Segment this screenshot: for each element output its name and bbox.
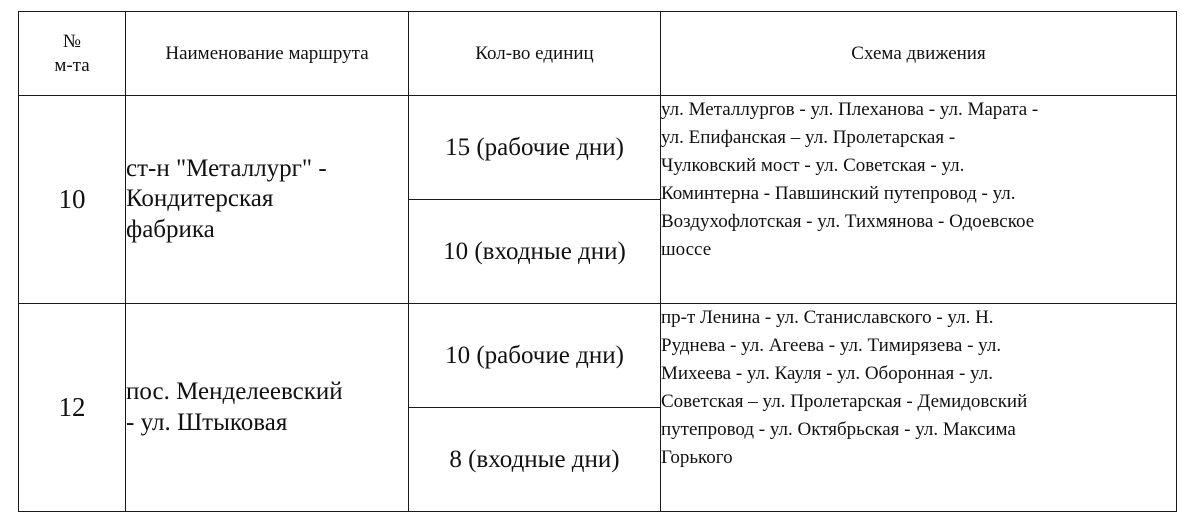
- scheme-line: Советская – ул. Пролетарская - Демидовский: [661, 390, 1028, 412]
- header-row: [19, 12, 1177, 96]
- scheme-line: Руднева - ул. Агеева - ул. Тимирязева - ул.: [661, 334, 1002, 356]
- route-name: [126, 96, 409, 304]
- route-name-line: ст-н "Металлург" -: [126, 154, 327, 182]
- route-name-line: пос. Менделеевский: [126, 378, 343, 405]
- scheme-line: ул. Епифанская – ул. Пролетарская -: [661, 126, 956, 148]
- table-row: [19, 96, 1177, 200]
- route-scheme: [661, 304, 1177, 512]
- scheme-line: Горького: [661, 446, 733, 468]
- scheme-line: Михеева - ул. Кауля - ул. Оборонная - ул.: [661, 362, 993, 384]
- scheme-line: пр-т Ленина - ул. Станиславского - ул. Н.: [661, 307, 994, 328]
- scheme-line: ул. Металлургов - ул. Плеханова - ул. Марата -: [661, 99, 1039, 120]
- route-name-line: - ул. Штыковая: [126, 408, 288, 436]
- route-name: [126, 304, 409, 512]
- header-number-sign: №: [62, 30, 82, 52]
- units-weekends: 8 (входные дни): [409, 408, 661, 512]
- table-row: [19, 304, 1177, 408]
- scheme-line: Чулковский мост - ул. Советская - ул.: [661, 154, 965, 176]
- route-name-line: Кондитерская: [126, 185, 274, 213]
- header-route-name: Наименование маршрута: [126, 12, 409, 96]
- header-unit-count: Кол-во единиц: [409, 12, 661, 96]
- scheme-line: шоссе: [661, 238, 712, 260]
- scheme-line: Коминтерна - Павшинский путепровод - ул.: [661, 182, 1016, 204]
- units-weekends: 10 (входные дни): [409, 200, 661, 304]
- units-weekdays: 10 (рабочие дни): [409, 304, 661, 408]
- route-name-line: фабрика: [126, 215, 215, 243]
- routes-table: [18, 11, 1177, 512]
- header-route-number: [19, 12, 126, 96]
- header-number-abbrev: м-та: [54, 54, 90, 76]
- scheme-line: Воздухофлотская - ул. Тихмянова - Одоевское: [661, 210, 1035, 232]
- route-number: 10: [19, 96, 126, 304]
- route-number: 12: [19, 304, 126, 512]
- scheme-line: путепровод - ул. Октябрьская - ул. Максима: [661, 418, 1016, 440]
- units-weekdays: 15 (рабочие дни): [409, 96, 661, 200]
- header-route-scheme: Схема движения: [661, 12, 1177, 96]
- route-scheme: [661, 96, 1177, 304]
